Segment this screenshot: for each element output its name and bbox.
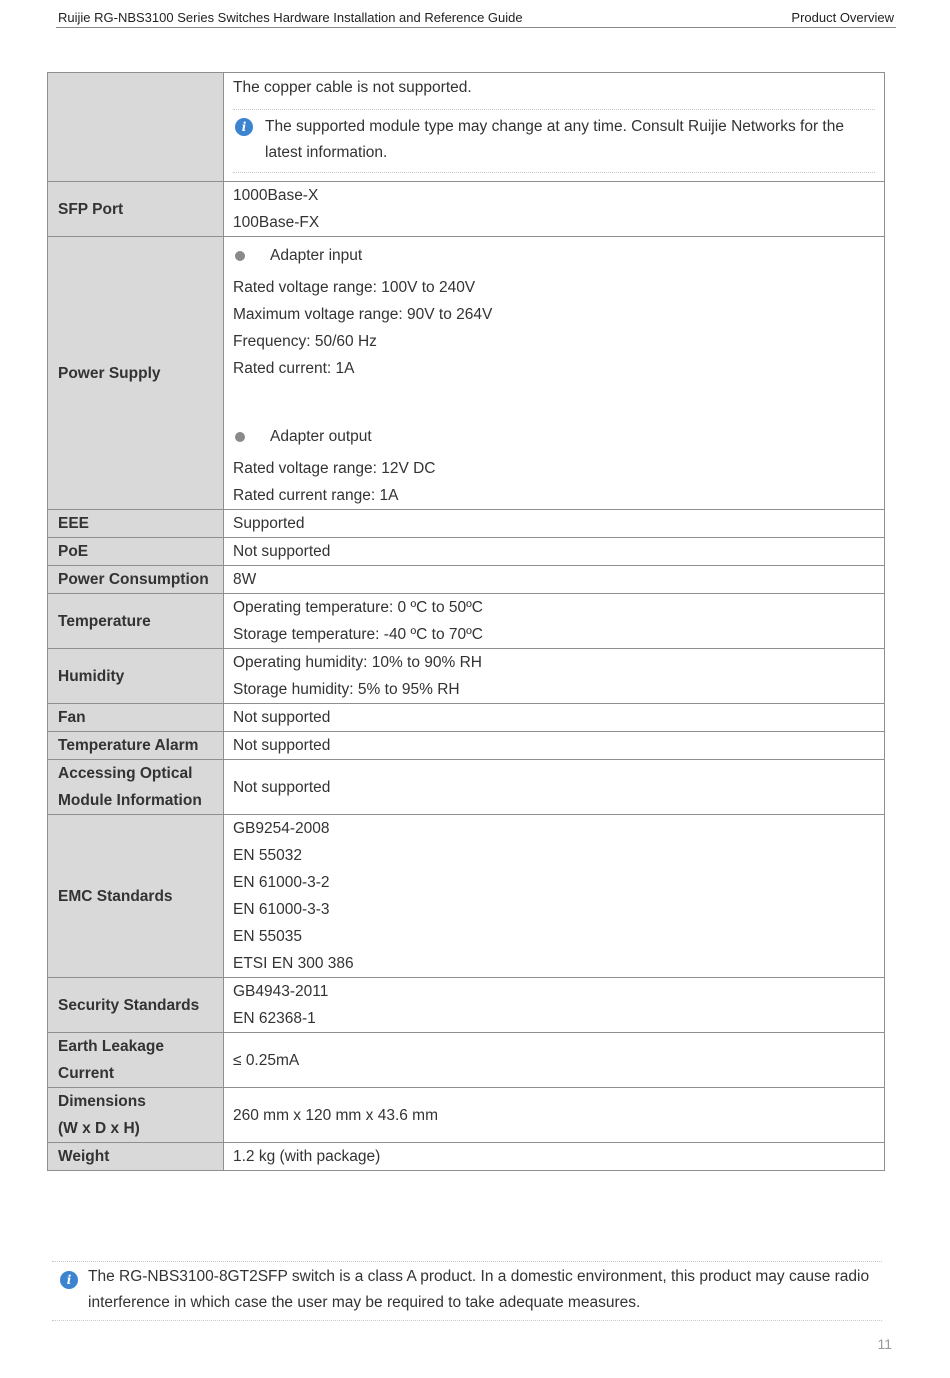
row-label-fan: Fan [48,704,224,732]
specifications-table [47,72,885,1171]
info-icon: i [60,1271,78,1289]
table-row [48,237,885,510]
value-line: GB4943-2011 [233,983,329,1000]
value-line: Operating temperature: 0 ºC to 50ºC [233,599,483,616]
table-row [48,73,885,182]
class-a-note [52,1261,882,1321]
table-row [48,704,885,732]
table-value-cell [224,182,885,237]
table-value-cell: Not supported [224,732,885,760]
value-line: EN 61000-3-2 [233,874,330,891]
table-row [48,182,885,237]
value-line: 100Base-FX [233,214,320,231]
table-row [48,510,885,538]
row-label-temperature-alarm: Temperature Alarm [48,732,224,760]
value-line: Rated voltage range: 100V to 240V [233,279,476,296]
bullet-icon [235,432,245,442]
page-header [56,8,896,28]
note-text: The RG-NBS3100-8GT2SFP switch is a class A product. In a domestic environment, this product may cause radio interference in which case the user may be required to take adequate measures. [88,1268,870,1311]
bullet-text: Adapter input [270,247,363,264]
table-row [48,594,885,649]
value-line: EN 62368-1 [233,1010,316,1027]
bullet-text: Adapter output [270,428,372,445]
value-line: EN 61000-3-3 [233,901,330,918]
value-line: Frequency: 50/60 Hz [233,333,377,350]
table-value-cell: 260 mm x 120 mm x 43.6 mm [224,1088,885,1143]
value-line: Maximum voltage range: 90V to 264V [233,306,493,323]
table-row [48,538,885,566]
table-value-cell: Not supported [224,760,885,815]
table-row [48,1143,885,1171]
note-text: The supported module type may change at any time. Consult Ruijie Networks for the latest information. [265,118,844,161]
value-line: Rated current range: 1A [233,487,399,504]
value-line: GB9254-2008 [233,820,330,837]
row-label-eee: EEE [48,510,224,538]
value-line: Storage humidity: 5% to 95% RH [233,681,460,698]
row-label-temperature: Temperature [48,594,224,649]
value-line: EN 55035 [233,928,302,945]
table-value-cell: 1.2 kg (with package) [224,1143,885,1171]
table-label-cell-empty [48,73,224,182]
label-line: (W x D x H) [58,1120,140,1137]
info-icon: i [235,118,253,136]
copper-text: The copper cable is not supported. [233,79,472,96]
table-value-cell: ≤ 0.25mA [224,1033,885,1088]
table-row [48,1033,885,1088]
row-label-humidity: Humidity [48,649,224,704]
value-line: ETSI EN 300 386 [233,955,354,972]
row-label-emc: EMC Standards [48,815,224,978]
row-label-power-consumption: Power Consumption [48,566,224,594]
table-row [48,732,885,760]
list-item [233,242,875,269]
value-line: Rated voltage range: 12V DC [233,460,436,477]
list-item [233,423,875,450]
table-value-cell [224,73,885,182]
table-value-cell [224,815,885,978]
value-line: 1000Base-X [233,187,319,204]
row-label-weight: Weight [48,1143,224,1171]
table-row [48,978,885,1033]
table-value-cell: Not supported [224,538,885,566]
row-label-sfp: SFP Port [48,182,224,237]
label-line: Dimensions [58,1093,146,1110]
table-row [48,1088,885,1143]
table-value-cell [224,649,885,704]
row-label-dimensions [48,1088,224,1143]
row-label-poe: PoE [48,538,224,566]
table-value-cell: Supported [224,510,885,538]
table-value-cell: Not supported [224,704,885,732]
table-value-cell: 8W [224,566,885,594]
page-number: 11 [877,1336,892,1352]
table-row [48,649,885,704]
row-label-earth-leakage: Earth Leakage Current [48,1033,224,1088]
row-label-power-supply: Power Supply [48,237,224,510]
value-line: Rated current: 1A [233,360,355,377]
info-note [233,109,875,173]
table-row [48,566,885,594]
row-label-security: Security Standards [48,978,224,1033]
table-value-cell [224,237,885,510]
value-line: EN 55032 [233,847,302,864]
table-row [48,760,885,815]
table-value-cell [224,978,885,1033]
table-row [48,815,885,978]
spacer [233,382,875,418]
document-title: Ruijie RG-NBS3100 Series Switches Hardware Installation and Reference Guide [58,10,523,25]
row-label-optical-module: Accessing Optical Module Information [48,760,224,815]
value-line: Storage temperature: -40 ºC to 70ºC [233,626,483,643]
section-title: Product Overview [791,10,894,25]
bullet-icon [235,251,245,261]
table-value-cell [224,594,885,649]
value-line: Operating humidity: 10% to 90% RH [233,654,482,671]
